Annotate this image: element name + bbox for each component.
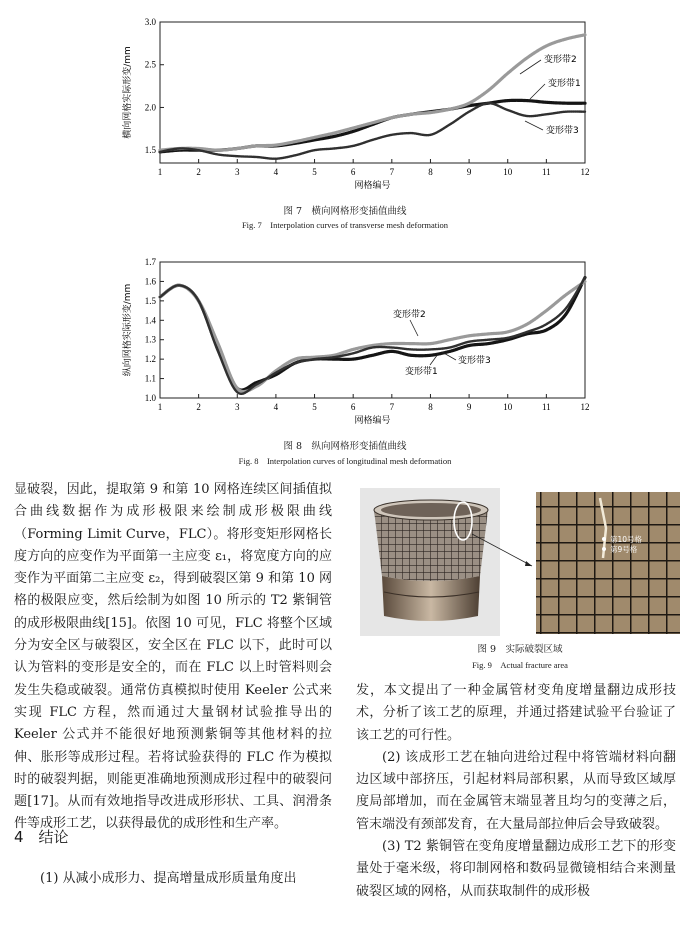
x-axis-label: 网格编号 bbox=[354, 181, 391, 191]
x-tick-label: 6 bbox=[350, 402, 356, 412]
x-tick-label: 1 bbox=[157, 402, 163, 412]
left-column-tail bbox=[14, 868, 332, 890]
x-tick-label: 12 bbox=[580, 167, 590, 177]
grid-label-9: 第9号格 bbox=[610, 545, 638, 554]
y-tick-label: 1.3 bbox=[144, 334, 156, 345]
x-tick-label: 2 bbox=[196, 167, 201, 177]
y-tick-label: 2.5 bbox=[144, 59, 156, 70]
right-column bbox=[356, 680, 676, 903]
y-axis-label: 横向网格实际形变/mm bbox=[123, 46, 133, 139]
left-paragraph-2: (1) 从减小成形力、提高增量成形质量角度出 bbox=[40, 871, 297, 886]
grid-label-10: 第10号格 bbox=[610, 535, 643, 544]
x-tick-label: 2 bbox=[196, 402, 201, 412]
y-tick-label: 1.0 bbox=[144, 393, 156, 403]
legend-label: 变形带2 bbox=[544, 55, 577, 65]
tube-body bbox=[382, 576, 480, 621]
figure-7-chart bbox=[0, 0, 690, 200]
x-tick-label: 6 bbox=[350, 167, 356, 177]
x-axis-label: 网格编号 bbox=[354, 416, 391, 426]
legend-label: 变形带3 bbox=[546, 126, 579, 136]
x-tick-label: 8 bbox=[428, 402, 433, 412]
left-column bbox=[14, 479, 332, 836]
x-tick-label: 11 bbox=[542, 167, 551, 177]
x-tick-label: 12 bbox=[580, 402, 590, 412]
x-tick-label: 5 bbox=[312, 167, 317, 177]
left-paragraph-1: 显破裂，因此，提取第 9 和第 10 网格连续区间插值拟合曲线数据作为成形极限来绘制成形极限曲线（Forming Limit Curve，FLC）。将形变矩形网格长度方向的应变作为平面第一主应变 ε₁，将宽度方向的应变作为平面第二主应变 ε₂，得到破裂区第 9 和第 10 网格的极限应变，然后绘制为如图 10 所示的 T2 紫铜管的成形极限曲线[15]。依图 10 可见，FLC 将整个区域分为安全区与破裂区，安全区在 FLC 以下，此时可以认为管料的变形是安全的，而在 FLC 以上时管料则会发生失稳或破裂。通常仿真模拟时使用 Keeler 公式来实现 FLC 方程，然而通过大量钢材试验推导出的 Keeler 公式并不能很好地预测紫铜等其他材料的拉伸、胀形等成形过程。若将试验获得的 FLC 作为模拟时的破裂判据，则能更准确地预测成形过程中的破裂问题[17]。从而有效地指导改进成形形状、工具、润滑条件等成形工艺，以获得最优的成形性和生产率。 bbox=[14, 482, 332, 832]
y-tick-label: 2.0 bbox=[144, 102, 156, 113]
y-tick-label: 1.2 bbox=[144, 354, 156, 365]
figure-9-photos bbox=[360, 488, 680, 636]
right-paragraph-3: (3) T2 紫铜管在变角度增量翻边成形工艺下的形变量处于毫米级，将印制网格和数码显微镜相结合来测量破裂区域的网格，从而获取制件的成形极 bbox=[356, 839, 676, 899]
x-tick-label: 10 bbox=[503, 402, 513, 412]
y-tick-label: 1.5 bbox=[144, 145, 156, 156]
plot-area bbox=[160, 22, 585, 163]
figure-8-chart bbox=[0, 250, 690, 435]
figure-9-caption-zh: 图 9 实际破裂区域 bbox=[477, 644, 563, 655]
x-tick-label: 4 bbox=[273, 167, 279, 177]
x-tick-label: 10 bbox=[503, 167, 513, 177]
section-heading-conclusion: 4 结论 bbox=[14, 828, 69, 846]
legend-label: 变形带3 bbox=[458, 356, 491, 366]
figure-9-caption-en: Fig. 9 Actual fracture area bbox=[472, 660, 568, 670]
x-tick-label: 3 bbox=[235, 402, 240, 412]
figure-8-caption-zh: 图 8 纵向网格形变插值曲线 bbox=[283, 441, 407, 452]
y-tick-label: 3.0 bbox=[144, 17, 156, 27]
y-axis-label: 纵向网格实际形变/mm bbox=[123, 283, 133, 377]
x-tick-label: 9 bbox=[466, 402, 472, 412]
y-tick-label: 1.5 bbox=[144, 295, 156, 306]
x-tick-label: 3 bbox=[235, 167, 240, 177]
plot-area bbox=[160, 262, 585, 398]
x-tick-label: 7 bbox=[389, 402, 395, 412]
x-tick-label: 8 bbox=[428, 167, 433, 177]
figure-8-caption-en: Fig. 8 Interpolation curves of longitudinal mesh deformation bbox=[238, 456, 452, 466]
fracture-closeup-photo bbox=[536, 492, 680, 634]
legend-label: 变形带1 bbox=[548, 79, 581, 89]
right-paragraph-1: 发，本文提出了一种金属管材变角度增量翻边成形技术，分析了该工艺的原理，并通过搭建试验平台验证了该工艺的可行性。 bbox=[356, 683, 676, 743]
figure-7-caption-zh: 图 7 横向网格形变插值曲线 bbox=[283, 206, 407, 217]
x-tick-label: 9 bbox=[466, 167, 472, 177]
y-tick-label: 1.1 bbox=[144, 373, 156, 384]
x-tick-label: 4 bbox=[273, 402, 279, 412]
x-tick-label: 5 bbox=[312, 402, 317, 412]
x-tick-label: 11 bbox=[542, 402, 551, 412]
y-tick-label: 1.7 bbox=[144, 257, 156, 267]
x-tick-label: 7 bbox=[389, 167, 395, 177]
right-paragraph-2: (2) 该成形工艺在轴向进给过程中将管端材料向翻边区域中部挤压，引起材料局部积累，从而导致区域厚度局部增加，而在金属管末端显著且均匀的变薄之后，管末端没有颈部发育，在大量局部拉伸后会导致破裂。 bbox=[356, 749, 676, 832]
figure-7-caption-en: Fig. 7 Interpolation curves of transverse mesh deformation bbox=[241, 220, 449, 230]
legend-label: 变形带1 bbox=[405, 367, 438, 377]
y-tick-label: 1.6 bbox=[144, 276, 156, 287]
legend-label: 变形带2 bbox=[393, 310, 426, 320]
x-tick-label: 1 bbox=[157, 167, 163, 177]
y-tick-label: 1.4 bbox=[144, 315, 156, 326]
